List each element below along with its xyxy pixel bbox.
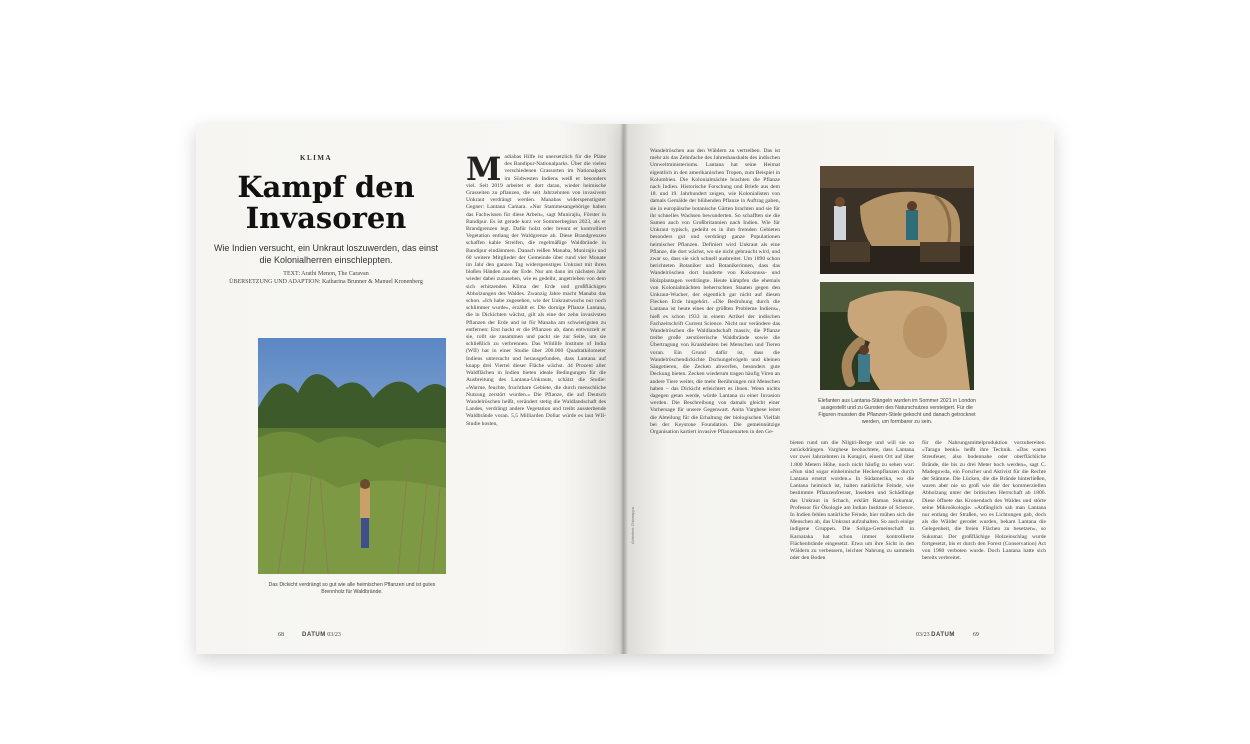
elephant-sculpture-photo <box>820 282 974 390</box>
left-column-text: adiabas Hilfe ist unersetzlich für die Pläne des Bandipur-Nationalparks. Über die vielen verschiedenen Grassorten im Nationalpark im Südwesten Indiens weiß er besonders viel. Seit 2019 arbeitet er dort daran, wieder heimische Grasseiten zu pflanzen, die seit Jahrzehnten von invasivem Unkraut verdrängt werden. Manabas widerspenstigster Gegner: Lantana Camara. «Nur Stammesangehörige haben das Fachwissen für diese Arbeit», sagt Munirajiu, Förster in Bandipur. Es ist gerade kurz vor Sommerbeginn 2023, als er Brandgrenzen legt. Dafür holzt oder brennt er kontrolliert Vegetation entlang der Waldgrenze ab. Diese Brandgrenzen schaffen kahle Streifen, die regelmäßige Waldbrände in Bandipur eindämmen. Danach reißen Manaba, Munirajiu und 60 weitere Mitglieder der Gemeinde über rund vier Monate im Jahr den ganzen Tag widerspenstiges Unkraut mit ihren bloßen Händen aus der Erde. Nur um dann im nächsten Jahr wieder dabei zuzusehen, wie es gedeiht, angetrieben von dem sich erhitzenden Klima der Erde und großflächigen Abholzungen des Waldes. Zwanzig Jahre macht Manaba das schon. «Ich habe zugesehen, wie der Unkrautwuchs nur noch schlimmer wurde», erzählt er. Die dornige Pflanze Lantana, die in Dickichten wächst, gilt als eine der zehn invasivsten Pflanzen der Erde und ist für Manaba am schwierigsten zu entfernen: Erst hackt er die Pflanzen ab, dann entwurzelt er sie, rollt sie zusammen und packt sie zur Seite, um sie schließlich zu verbrennen. Das Wildlife Institute of India (WII) hat in einer Studie über 200.000 Quadratkilometer Indiens untersucht und herausgefunden, dass Lantana auf knapp drei Viertel dieser Fläche wächst. 44 Prozent aller Waldflächen in Indien bieten ideale Bedingungen für die Ausbreitung des Lantana-Unkrauts, schätzt die Studie: «Warme, feuchte, fruchtbare Gebiete, die durch menschliche Nutzung zerstört wurden.» Die Pflanze, die auf Deutsch Wandelröschen heißt, verändert stetig die Waldlandschaft des Landes, verdrängt andere Vegetation und treibt aussterbende Waldbrände voran. 5,5 Milliarden Dollar würde es laut WII-Studie kosten, <box>466 154 606 427</box>
section-kicker: KLIMA <box>300 154 332 162</box>
right-article-column-2: bieten rund um die Nilgiri-Berge und will sie so zurückdrängen. Varghese beobachtete, dass Lantana vor zwei Jahrzehnten in Kotagiri, einem Ort auf über 1.800 Metern Höhe, noch nicht häufig zu sehen war: «Nun sind sogar einheimische Heckenpflanzen durch Lantana ersetzt worden.» In Südamerika, wo die Lantana heimisch ist, halten natürliche Feinde, wie bestimmte Pflanzenfresser, Insekten und Schädlinge das Unkraut in Schach, erklärt Raman Sukumar, Professor für Ökologie am Indian Institute of Science. In Indien fehlen natürliche Feinde, hier mühen sich die Menschen ab, das Unkraut aufzuhalten. So auch einige indigene Gruppen. Die Soliga-Gemeinschaft in Karnataka hat schon immer kontrollierte Flächenbrände eingesetzt. Etwa um ihre Sicht in den Wäldern zu verbessern, leichter Nahrung zu sammeln oder den Boden <box>790 440 914 562</box>
magazine-name-right: DATUM <box>931 632 955 638</box>
magazine-name-left: DATUM <box>302 632 326 638</box>
right-photo-caption: Elefanten aus Lantana-Stängeln wurden im Sommer 2021 in London ausgestellt und zu Gunsten des Naturschutzes versteigert. Für die Figuren mussten die Pflanzen-Stiele gekocht und danach getrocknet werden, um formbarer zu sein. <box>818 398 976 425</box>
page-number-left: 68 <box>278 632 284 638</box>
elephant-sculpture-illustration <box>820 282 974 390</box>
right-article-column-1: Wandelröschen aus den Wäldern zu vertreiben. Das ist mehr als das Zehnfache des Jahreshaushalts des indischen Umweltministeriums. Lantana hat seine Heimat eigentlich in den amerikanischen Tropen, zum Beispiel in Kolumbien. Die Kolonialmächte brachten die Pflanze nach Indien. Historische Forschung und Briefe aus dem 18. und 19. Jahrhundert zeigen, wie Kolonialisten von damals Gemälde der blühenden Pflanze in Auftrag gaben, sie in europäische botanische Gärten brachten und sie für ihr schnelles Wachsen bewunderten. So schafften sie die Samen auch von Großbritannien nach Indien. Wie für Unkraut typisch, gedeiht es in ihm fremden Gebieten besonders gut und verdrängt ganze Populationen heimischer Pflanzen. Definiert wird Unkraut als eine Pflanze, die dort wächst, wo sie nicht gebraucht wird, und zwar so, dass sie sich schnell ausbreitet. Um 1890 schon berichteten Botaniker und Botanikerinnen, dass das Wandelröschen dort hunderte von Kokosnuss- und Holzplantagen verdrängte. Heute kämpfen die ehemals von Kolonialmächten beherrschten Staaten gegen den Unkraut-Wucher, der eigentlich gar nicht auf diesen Flecken Erde hingehört. «Die Bedrohung durch die Lantana ist heute eines der größten Probleme Indiens», hieß es schon 1933 in einem Artikel der indischen Fachzeitschrift Current Science. Nicht nur verändere das Wandelröschen die Waldlandschaft massiv, die Pflanze treibe große zerstörerische Waldbrände sowie die Übertragung von Krankheiten bei Menschen und Tieren voran. Ein Grund dafür ist, dass die Wandelröschendickichte Dschungelvögeln und kleinen Säugetieren, die Zecken abwerfen, besonders gute Deckung bieten. Zecken wiederum tragen häufig Viren an andere Tiere weiter, die mehr Berührungen mit Menschen haben – das Dickicht erleichtert es ihnen. Wenn nichts dagegen getan werde, würde Lantana zu einer Invasion werden. Die Beschreibung von damals gleicht einer Vorhersage für unsere Gegenwart. Anita Varghese leitet die Abteilung für die Erhaltung der biologischen Vielfalt bei der Keystone Foundation. Die gemeinnützige Organisation kartiert invasive Pflanzenarten in den Ge- <box>650 148 780 435</box>
article-headline <box>216 172 436 234</box>
elephant-workshop-illustration <box>820 166 974 274</box>
headline-line-1: Kampf den <box>237 170 415 204</box>
spine-gutter <box>620 124 628 654</box>
right-article-column-3: für die Nahrungsmittelproduktion vorzubereiten. «Taragu benki» heißt ihre Technik. «Das waren Streufeuer, also bodennahe oder oberflächliche Brände, die bis zu drei Meter hoch werden», sagt C. Madegowda, ein Forscher und Aktivist für die Rechte der Stämme. Die Lücken, die die Brände hinterließen, waren aber nie so groß wie die der kommerziellen Abholzung unter der britischen Herrschaft ab 1806. Diese öffnete das Kronendach des Waldes und störte seine Mikroökologie. «Anfänglich sah man Lantana nur entlang der Straßen, wo es Lichtungen gab, doch als die Wälder gerodet wurden, bekam Lantana die Gelegenheit, die freien Flächen zu besetzen», so Sukumar. Der großflächige Holzeinschlag wurde fortgesetzt, bis er durch den Forest (Conservation) Act von 1980 verboten wurde. Doch Lantana hatte sich bereits verbreitet. <box>922 440 1046 562</box>
drop-cap: M <box>466 154 502 188</box>
issue-right: 03/23 <box>916 632 930 638</box>
left-photo-caption: Das Dickicht verdrängt so gut wie alle heimischen Pflanzen und ist gutes Brennholz für Waldbrände. <box>268 582 436 595</box>
left-article-column <box>466 154 606 624</box>
photo-credit-vertical: Abhishek Chinnappa <box>630 507 635 544</box>
lantana-thicket-photo <box>258 338 446 574</box>
left-folio <box>278 632 341 638</box>
issue-left: 03/23 <box>327 632 341 638</box>
translation-credit: ÜBERSETZUNG UND ADAPTION: Katharina Brunner & Manuel Kronenberg <box>229 279 423 285</box>
magazine-spread <box>196 124 1054 654</box>
elephant-workshop-photo <box>820 166 974 274</box>
right-page <box>624 124 1054 654</box>
article-subhead: Wie Indien versucht, ein Unkraut loszuwerden, das einst die Kolonialherren einschleppten. <box>213 243 439 265</box>
author-credit: TEXT: Arathi Menon, The Caravan <box>283 271 369 277</box>
headline-line-2: Invasoren <box>245 201 407 235</box>
page-number-right: 69 <box>972 632 979 638</box>
lantana-thicket-illustration <box>258 338 446 574</box>
right-folio <box>916 632 979 638</box>
left-page <box>196 124 624 654</box>
